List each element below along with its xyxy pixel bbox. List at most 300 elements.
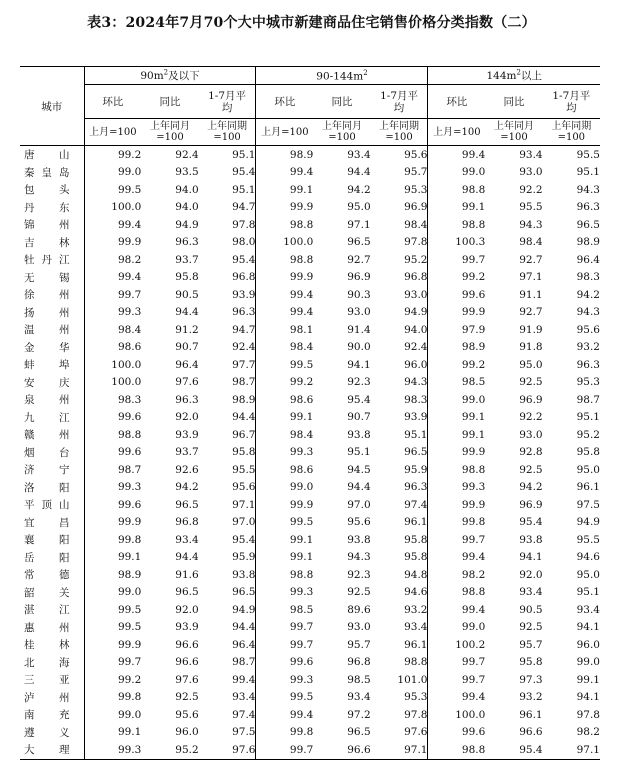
index-value: 99.5 (84, 601, 141, 619)
index-value: 99.7 (84, 654, 141, 672)
index-value: 95.6 (175, 708, 199, 721)
index-value: 99.5 (256, 514, 313, 532)
city-name: 烟台 (24, 446, 70, 459)
index-value: 99.0 (576, 656, 600, 669)
price-index-table (20, 66, 600, 760)
index-value: 93.8 (232, 568, 256, 581)
index-value: 92.5 (519, 621, 543, 634)
index-value: 96.5 (175, 498, 199, 511)
index-value: 92.4 (404, 341, 428, 354)
index-value: 97.8 (232, 218, 256, 231)
index-value: 97.5 (232, 726, 256, 739)
index-value: 92.2 (519, 411, 543, 424)
index-value: 98.4 (519, 236, 543, 249)
index-value: 92.0 (519, 568, 543, 581)
city-name: 丹东 (24, 201, 70, 214)
index-value: 99.9 (256, 496, 313, 514)
index-value: 95.1 (232, 183, 256, 196)
index-value: 99.3 (84, 479, 141, 497)
index-value: 96.5 (347, 236, 371, 249)
index-value: 94.6 (404, 586, 428, 599)
index-value: 94.4 (347, 481, 371, 494)
city-name: 济宁 (24, 464, 70, 477)
index-value: 95.8 (232, 446, 256, 459)
index-value: 99.6 (84, 496, 141, 514)
index-value: 94.9 (576, 516, 600, 529)
index-value: 98.8 (256, 216, 313, 234)
city-name: 岳阳 (24, 551, 70, 564)
index-value: 100.0 (84, 356, 141, 374)
index-value: 94.2 (175, 481, 199, 494)
table-row (20, 216, 600, 234)
index-value: 96.5 (404, 446, 428, 459)
index-value: 95.6 (404, 148, 428, 161)
city-name: 无锡 (24, 271, 70, 284)
table-row (20, 164, 600, 182)
index-value: 98.5 (256, 601, 313, 619)
index-value: 99.5 (84, 619, 141, 637)
index-value: 90.0 (347, 341, 371, 354)
city-name: 三亚 (24, 674, 70, 687)
index-value: 96.8 (404, 271, 428, 284)
index-value: 93.7 (175, 253, 199, 266)
index-value: 95.7 (347, 638, 371, 651)
index-value: 99.4 (84, 269, 141, 287)
index-value: 96.6 (175, 638, 199, 651)
index-value: 92.0 (175, 411, 199, 424)
index-value: 96.0 (576, 638, 600, 651)
index-value: 99.4 (256, 706, 313, 724)
index-value: 94.1 (576, 621, 600, 634)
index-value: 94.3 (576, 306, 600, 319)
index-value: 94.0 (175, 201, 199, 214)
column-header-base: 上年同期=100 (199, 119, 256, 146)
index-value: 96.0 (404, 358, 428, 371)
index-value: 96.3 (175, 236, 199, 249)
index-value: 98.8 (404, 656, 428, 669)
index-value: 93.4 (519, 148, 543, 161)
index-value: 100.0 (84, 199, 141, 217)
index-value: 98.3 (576, 271, 600, 284)
index-value: 99.6 (84, 409, 141, 427)
index-value: 90.7 (175, 341, 199, 354)
index-value: 96.9 (519, 393, 543, 406)
index-value: 95.4 (347, 393, 371, 406)
index-value: 97.1 (232, 498, 256, 511)
index-value: 99.4 (428, 146, 485, 164)
index-value: 97.9 (428, 321, 485, 339)
index-value: 97.4 (404, 498, 428, 511)
table-row (20, 549, 600, 567)
index-value: 97.6 (199, 741, 256, 759)
table-row (20, 374, 600, 392)
index-value: 96.1 (519, 708, 543, 721)
index-value: 99.7 (256, 619, 313, 637)
index-value: 94.9 (404, 306, 428, 319)
index-value: 99.4 (232, 673, 256, 686)
index-value: 98.8 (256, 251, 313, 269)
index-value: 99.0 (428, 164, 485, 182)
city-name: 南充 (24, 709, 70, 722)
index-value: 95.5 (576, 148, 600, 161)
index-value: 92.5 (175, 691, 199, 704)
index-value: 95.5 (576, 533, 600, 546)
city-name: 湛江 (24, 604, 70, 617)
index-value: 99.9 (84, 636, 141, 654)
index-value: 96.4 (175, 358, 199, 371)
index-value: 97.0 (232, 516, 256, 529)
column-header-top: 同比 (485, 85, 542, 119)
city-name: 北海 (24, 656, 70, 669)
index-value: 98.4 (84, 321, 141, 339)
city-name: 常德 (24, 569, 70, 582)
city-name: 唐山 (24, 149, 70, 162)
column-header-top: 同比 (141, 85, 198, 119)
index-value: 96.3 (576, 201, 600, 214)
index-value: 99.7 (428, 531, 485, 549)
index-value: 99.9 (84, 514, 141, 532)
city-name: 赣州 (24, 429, 70, 442)
index-value: 98.9 (84, 566, 141, 584)
index-value: 99.5 (256, 356, 313, 374)
index-value: 93.9 (232, 288, 256, 301)
index-value: 99.4 (428, 549, 485, 567)
index-value: 99.8 (84, 531, 141, 549)
column-header-base: 上年同期=100 (371, 119, 428, 146)
table-row (20, 689, 600, 707)
index-value: 98.6 (256, 391, 313, 409)
index-value: 99.0 (428, 391, 485, 409)
index-value: 98.8 (256, 566, 313, 584)
table-row (20, 339, 600, 357)
index-value: 95.0 (519, 358, 543, 371)
index-value: 99.8 (256, 724, 313, 742)
index-value: 91.2 (175, 323, 199, 336)
column-header-top: 环比 (428, 85, 485, 119)
index-value: 93.4 (175, 533, 199, 546)
city-name: 九江 (24, 411, 70, 424)
column-header-base: 上年同月=100 (141, 119, 198, 146)
city-name: 徐州 (24, 289, 70, 302)
index-value: 93.4 (347, 148, 371, 161)
index-value: 97.1 (371, 741, 428, 759)
index-value: 98.3 (84, 391, 141, 409)
index-value: 98.4 (404, 218, 428, 231)
index-value: 99.2 (84, 146, 141, 164)
index-value: 96.8 (232, 271, 256, 284)
index-value: 99.7 (256, 741, 313, 759)
index-value: 99.7 (428, 671, 485, 689)
city-name: 襄阳 (24, 534, 70, 547)
table-row (20, 461, 600, 479)
index-value: 93.9 (175, 621, 199, 634)
index-value: 100.0 (84, 374, 141, 392)
index-value: 96.6 (175, 656, 199, 669)
city-name: 锦州 (24, 219, 70, 232)
index-value: 95.1 (347, 446, 371, 459)
index-value: 91.8 (519, 341, 543, 354)
index-value: 91.9 (519, 323, 543, 336)
column-header-base: 上月=100 (84, 119, 141, 146)
index-value: 99.2 (84, 671, 141, 689)
index-value: 96.3 (232, 306, 256, 319)
table-row (20, 444, 600, 462)
city-name: 大理 (20, 741, 84, 759)
table-row (20, 671, 600, 689)
city-name: 秦皇岛 (24, 166, 70, 179)
index-value: 98.2 (428, 566, 485, 584)
index-value: 99.1 (428, 199, 485, 217)
index-value: 95.0 (347, 201, 371, 214)
index-value: 94.5 (347, 463, 371, 476)
index-value: 98.8 (428, 181, 485, 199)
index-value: 95.0 (576, 463, 600, 476)
index-value: 99.8 (428, 514, 485, 532)
column-header-base: 上年同期=100 (543, 119, 600, 146)
index-value: 96.5 (232, 586, 256, 599)
index-value: 99.1 (84, 724, 141, 742)
index-value: 99.1 (256, 409, 313, 427)
index-value: 95.3 (404, 183, 428, 196)
table-row (20, 199, 600, 217)
index-value: 94.7 (232, 201, 256, 214)
index-value: 94.1 (576, 691, 600, 704)
index-value: 96.7 (232, 428, 256, 441)
city-name: 平顶山 (24, 499, 70, 512)
index-value: 96.8 (175, 516, 199, 529)
index-value: 97.6 (404, 726, 428, 739)
index-value: 97.6 (175, 673, 199, 686)
table-row (20, 356, 600, 374)
index-value: 94.1 (347, 358, 371, 371)
index-value: 99.0 (84, 706, 141, 724)
index-value: 94.4 (175, 551, 199, 564)
index-value: 94.7 (232, 323, 256, 336)
index-value: 95.1 (576, 586, 600, 599)
index-value: 92.0 (175, 603, 199, 616)
index-value: 98.6 (256, 461, 313, 479)
index-value: 95.5 (519, 201, 543, 214)
index-value: 99.7 (428, 251, 485, 269)
table-row (20, 391, 600, 409)
index-value: 97.1 (543, 741, 600, 759)
index-value: 94.8 (404, 568, 428, 581)
index-value: 95.2 (141, 741, 198, 759)
index-value: 93.2 (519, 691, 543, 704)
index-value: 95.6 (232, 481, 256, 494)
index-value: 97.3 (519, 673, 543, 686)
table-row (20, 409, 600, 427)
index-value: 95.2 (404, 253, 428, 266)
index-value: 92.6 (175, 463, 199, 476)
index-value: 99.3 (256, 671, 313, 689)
index-value: 98.8 (428, 584, 485, 602)
index-value: 99.3 (84, 304, 141, 322)
index-value: 95.4 (485, 741, 542, 759)
city-name: 吉林 (24, 236, 70, 249)
index-value: 96.5 (347, 726, 371, 739)
index-value: 98.8 (428, 741, 485, 759)
index-value: 92.2 (519, 183, 543, 196)
index-value: 94.4 (232, 411, 256, 424)
table-row (20, 619, 600, 637)
index-value: 95.7 (404, 166, 428, 179)
city-column-header: 城市 (20, 67, 84, 146)
index-value: 98.0 (232, 236, 256, 249)
index-value: 95.4 (232, 533, 256, 546)
index-value: 99.7 (256, 636, 313, 654)
index-value: 99.8 (84, 689, 141, 707)
index-value: 93.2 (576, 341, 600, 354)
index-value: 94.2 (347, 183, 371, 196)
index-value: 93.8 (347, 533, 371, 546)
column-header-base: 上年同月=100 (485, 119, 542, 146)
index-value: 94.2 (576, 288, 600, 301)
index-value: 98.1 (256, 321, 313, 339)
index-value: 99.4 (256, 304, 313, 322)
index-value: 98.7 (576, 393, 600, 406)
group-header-medium: $90-144m^2$ (256, 67, 428, 85)
column-header-base: 上月=100 (256, 119, 313, 146)
index-value: 97.6 (175, 376, 199, 389)
index-value: 96.5 (175, 586, 199, 599)
index-value: 95.5 (232, 463, 256, 476)
table-row (20, 724, 600, 742)
index-value: 96.9 (519, 498, 543, 511)
table-row (20, 531, 600, 549)
city-name: 蚌埠 (24, 359, 70, 372)
table-row (20, 321, 600, 339)
column-header-top: 环比 (84, 85, 141, 119)
index-value: 95.8 (175, 271, 199, 284)
index-value: 98.7 (84, 461, 141, 479)
city-name: 韶关 (24, 586, 70, 599)
index-value: 98.9 (256, 146, 313, 164)
index-value: 100.3 (428, 234, 485, 252)
city-name: 宜昌 (24, 516, 70, 529)
index-value: 99.1 (256, 181, 313, 199)
index-value: 90.7 (347, 411, 371, 424)
index-value: 95.0 (576, 568, 600, 581)
index-value: 97.8 (404, 236, 428, 249)
table-row (20, 146, 600, 164)
index-value: 99.4 (428, 601, 485, 619)
table-row (20, 304, 600, 322)
index-value: 98.3 (404, 393, 428, 406)
index-value: 99.6 (428, 724, 485, 742)
index-value: 99.1 (576, 673, 600, 686)
index-value: 99.9 (428, 496, 485, 514)
table-row (20, 181, 600, 199)
index-value: 95.4 (232, 253, 256, 266)
index-value: 99.9 (428, 304, 485, 322)
index-value: 94.6 (576, 551, 600, 564)
index-value: 96.4 (232, 638, 256, 651)
index-value: 94.9 (175, 218, 199, 231)
city-name: 遵义 (24, 726, 70, 739)
column-header-top: 同比 (313, 85, 370, 119)
index-value: 99.4 (428, 689, 485, 707)
index-value: 99.0 (256, 479, 313, 497)
table-row (20, 566, 600, 584)
index-value: 95.1 (232, 148, 256, 161)
index-value: 99.1 (256, 549, 313, 567)
index-value: 92.7 (519, 306, 543, 319)
index-value: 93.8 (347, 428, 371, 441)
index-value: 95.4 (232, 166, 256, 179)
index-value: 93.0 (347, 621, 371, 634)
table-row (20, 636, 600, 654)
column-header-top: 1-7月平均 (371, 85, 428, 119)
index-value: 96.9 (404, 201, 428, 214)
index-value: 94.1 (519, 551, 543, 564)
index-value: 96.3 (576, 358, 600, 371)
index-value: 90.3 (347, 288, 371, 301)
index-value: 94.3 (404, 376, 428, 389)
index-value: 99.9 (428, 444, 485, 462)
city-name: 桂林 (24, 639, 70, 652)
index-value: 92.3 (347, 568, 371, 581)
index-value: 94.2 (519, 481, 543, 494)
index-value: 98.8 (428, 216, 485, 234)
index-value: 98.9 (232, 393, 256, 406)
index-value: 97.4 (232, 708, 256, 721)
index-value: 95.6 (347, 516, 371, 529)
table-row (20, 269, 600, 287)
index-value: 99.9 (256, 199, 313, 217)
index-value: 96.3 (175, 393, 199, 406)
index-value: 97.1 (519, 271, 543, 284)
index-value: 95.8 (519, 656, 543, 669)
table-row (20, 654, 600, 672)
index-value: 94.4 (347, 166, 371, 179)
index-value: 93.2 (404, 603, 428, 616)
city-name: 牡丹江 (24, 254, 70, 267)
index-value: 99.1 (428, 409, 485, 427)
index-value: 99.4 (256, 164, 313, 182)
city-name: 金华 (24, 341, 70, 354)
index-value: 95.3 (404, 691, 428, 704)
index-value: 94.9 (232, 603, 256, 616)
index-value: 96.4 (576, 253, 600, 266)
index-value: 97.1 (347, 218, 371, 231)
index-value: 100.0 (256, 234, 313, 252)
index-value: 99.6 (428, 286, 485, 304)
index-value: 98.4 (256, 339, 313, 357)
index-value: 99.2 (428, 269, 485, 287)
city-name: 包头 (24, 184, 70, 197)
index-value: 99.4 (256, 286, 313, 304)
index-value: 98.9 (576, 236, 600, 249)
index-value: 93.4 (404, 621, 428, 634)
city-name: 泉州 (24, 394, 70, 407)
index-value: 101.0 (397, 673, 428, 686)
index-value: 96.1 (576, 481, 600, 494)
index-value: 92.4 (175, 148, 199, 161)
index-value: 94.4 (232, 621, 256, 634)
index-value: 96.8 (347, 656, 371, 669)
index-value: 96.6 (519, 726, 543, 739)
index-value: 98.7 (232, 656, 256, 669)
index-value: 99.2 (428, 356, 485, 374)
index-value: 98.9 (428, 339, 485, 357)
table-row (20, 286, 600, 304)
index-value: 95.8 (576, 446, 600, 459)
table-row (20, 706, 600, 724)
index-value: 93.9 (404, 411, 428, 424)
index-value: 99.6 (84, 444, 141, 462)
index-value: 92.8 (519, 446, 543, 459)
